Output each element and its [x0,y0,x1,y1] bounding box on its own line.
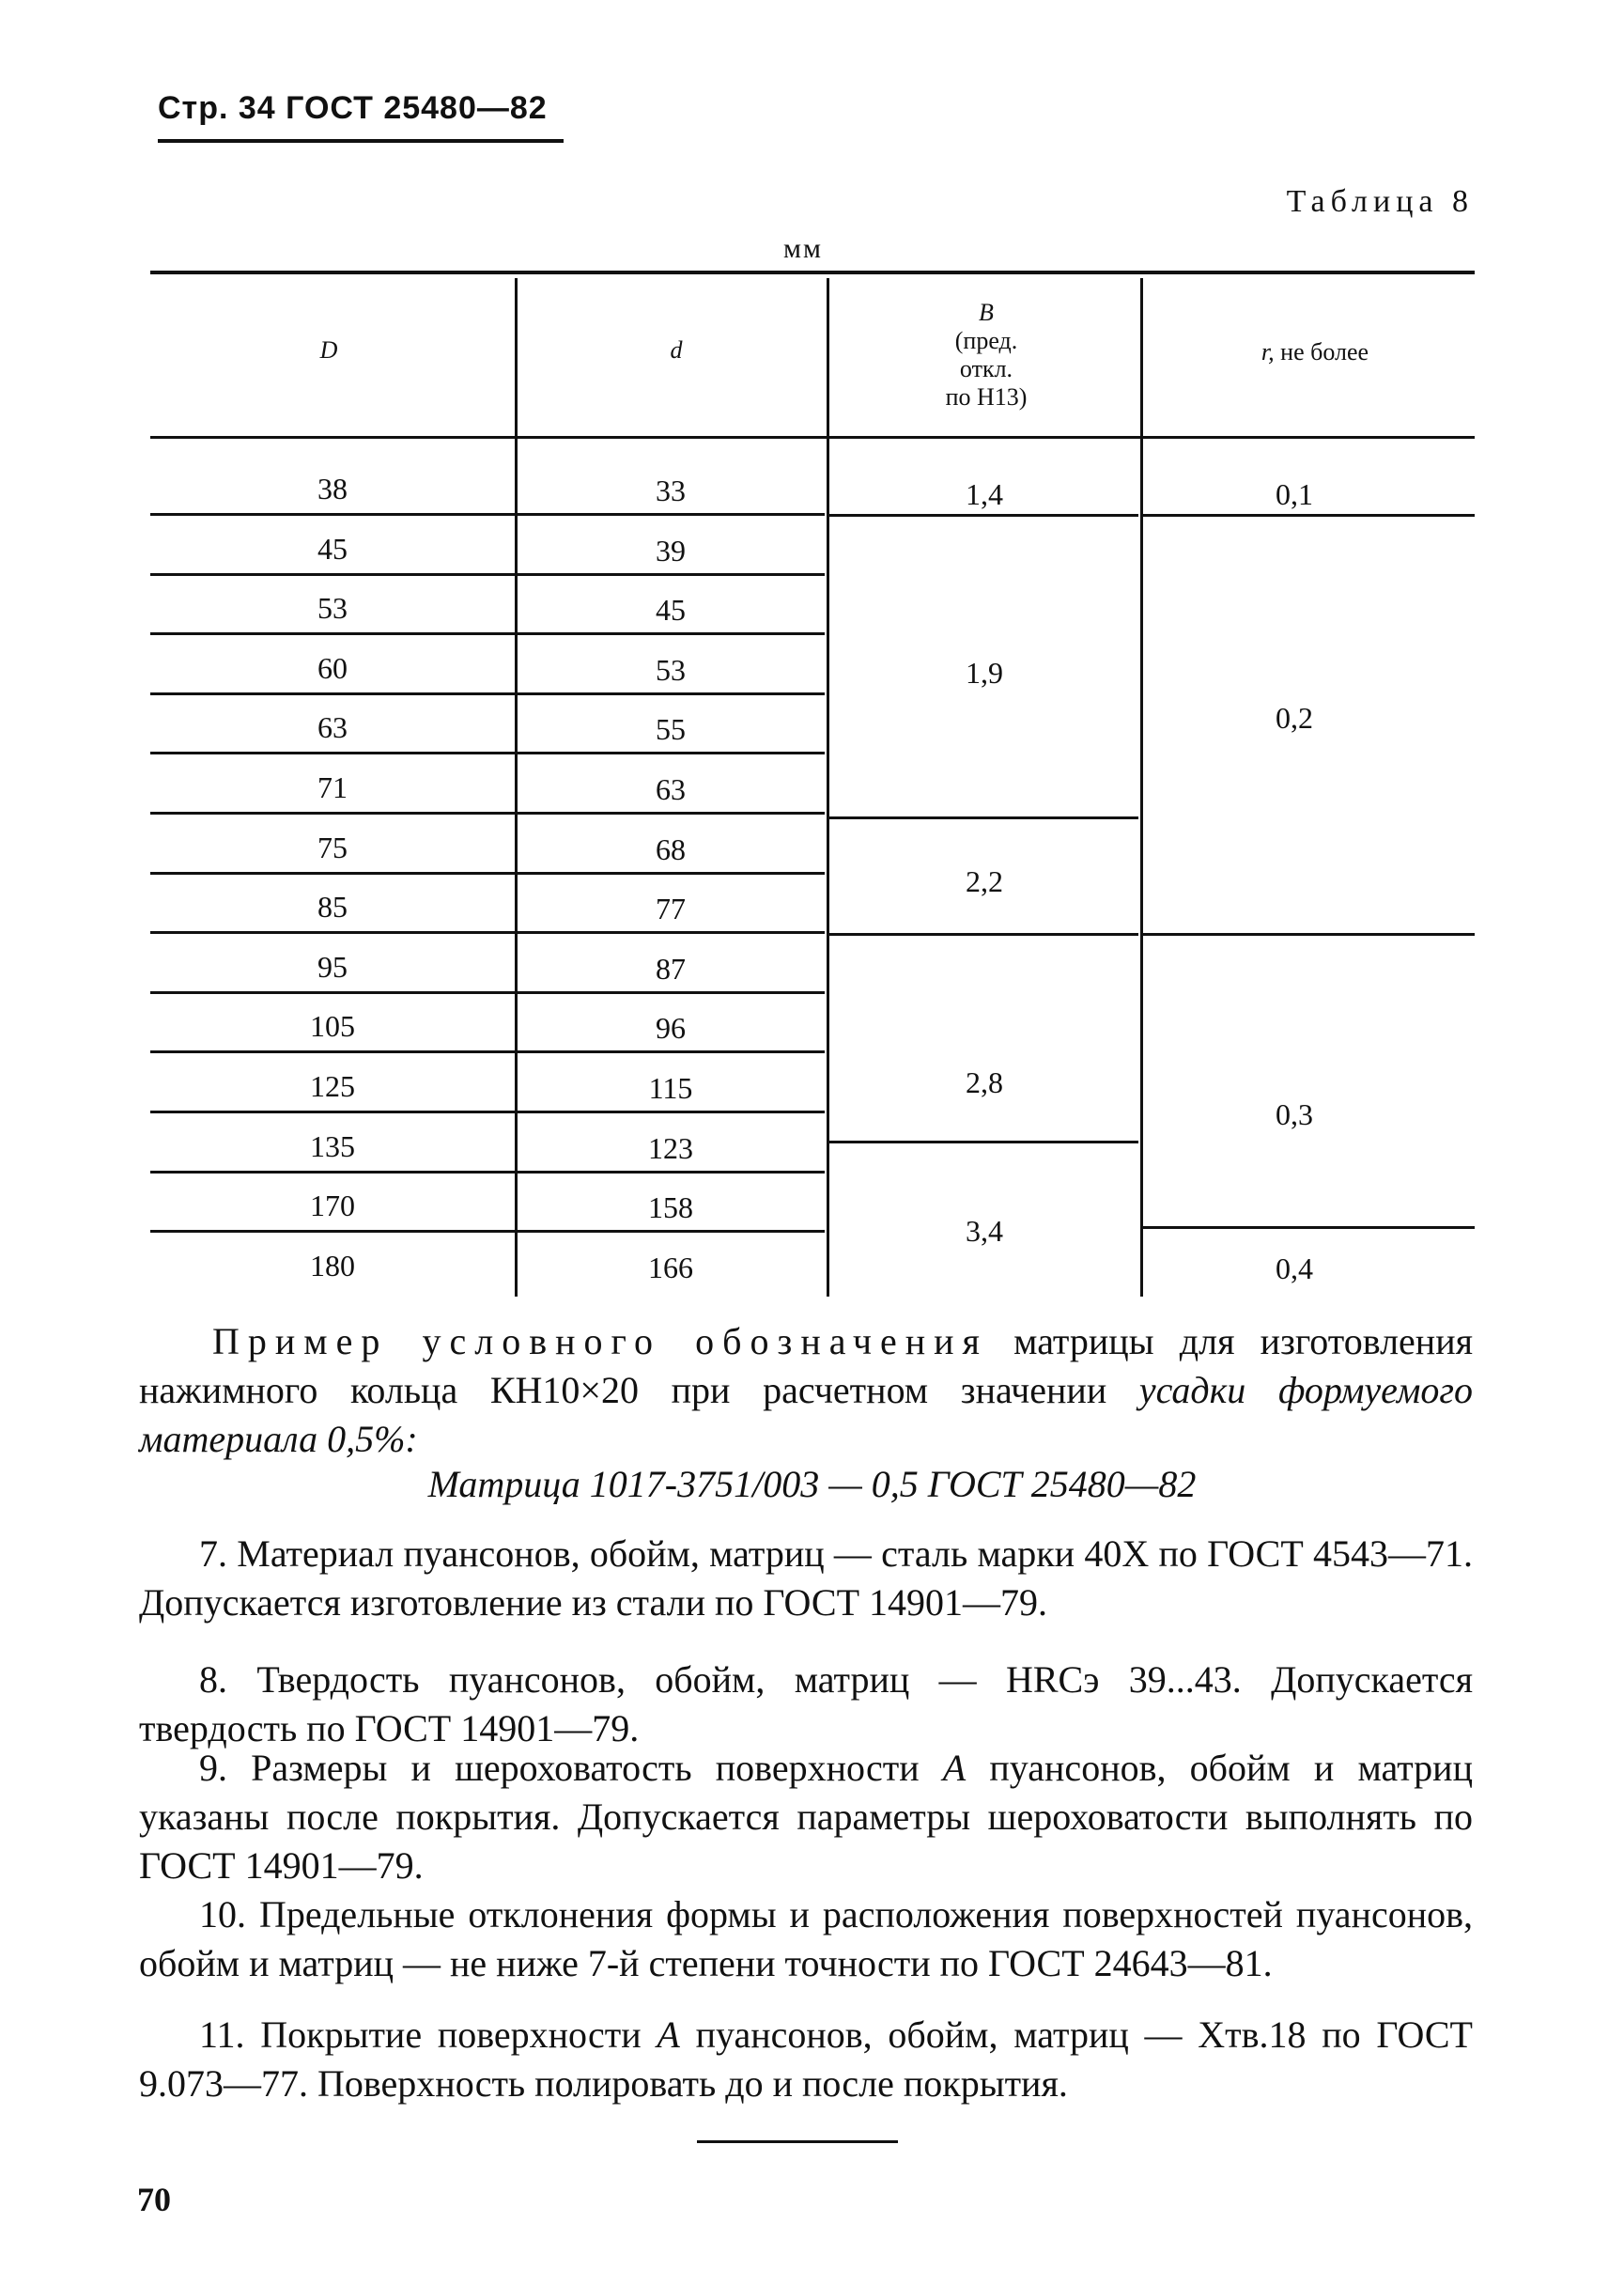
d-value: 96 [656,1011,686,1046]
D-value: 170 [310,1189,355,1223]
clause-11-end: пуансонов, обойм, матриц — Хтв.18 по ГОСТ 9.073—77. Поверхность полировать до и после покрытия. [139,2013,1473,2105]
d-value: 53 [656,652,686,687]
row-rule [150,931,825,934]
r-value: 0,1 [1276,477,1313,511]
example-lead: Пример условного обозначения [212,1320,988,1362]
r-value: 0,3 [1276,1097,1313,1131]
d-value: 77 [656,892,686,926]
r-value: 0,2 [1276,701,1313,735]
B-value: 1,9 [966,656,1003,690]
row-rule [150,752,825,754]
header-D: D [319,336,338,364]
footer-rule [697,2140,898,2143]
B-rule-1 [828,514,1138,517]
clause-9-start: 9. Размеры и шероховатость поверхности [199,1747,943,1789]
D-value: 75 [317,830,348,864]
D-value: 105 [310,1009,355,1044]
d-value: 55 [656,712,686,747]
row-rule [150,513,825,516]
col-sep-3 [1140,278,1143,1297]
D-value: 125 [310,1069,355,1103]
clause-10: 10. Предельные отклонения формы и расположения поверхностей пуансонов, обойм и матриц — не ниже 7-й степени точности по ГОСТ 24643—81. [139,1893,1473,1984]
D-value: 95 [317,949,348,984]
d-value: 115 [648,1071,693,1105]
B-value: 1,4 [966,477,1003,511]
D-value: 45 [317,531,348,566]
d-value: 158 [648,1190,693,1225]
B-value: 2,8 [966,1065,1003,1099]
d-value: 33 [656,474,686,507]
r-rule-2 [1142,933,1475,936]
r-rule-3 [1142,1226,1475,1229]
surface-A-label: A [942,1747,967,1789]
clause-11-start: 11. Покрытие поверхности [199,2013,657,2056]
B-rule-3 [828,933,1138,936]
row-rule [150,632,825,635]
table-label: Таблица 8 [1286,184,1474,219]
B-value: 2,2 [966,864,1003,898]
B-rule-4 [828,1141,1138,1143]
header-B: B (пред. откл. по H13) [945,299,1028,411]
surface-A-label: A [657,2013,680,2056]
clause-11 [139,2011,1473,2108]
clause-9-end: пуансонов, обойм и матриц указаны после покрытия. Допускается параметры шероховатости выполнять по ГОСТ 14901—79. [139,1747,1473,1887]
col-sep-2 [827,278,829,1297]
example-body: матрицы для изготовления нажимного кольца КН10×20 при расчетном значении [139,1320,1474,1411]
d-value: 39 [656,533,686,567]
clause-7: 7. Материал пуансонов, обойм, матриц — сталь марки 40Х по ГОСТ 4543—71. Допускается изготовление из стали по ГОСТ 14901—79. [139,1532,1473,1624]
row-rule [150,812,825,815]
col-sep-1 [515,278,518,1297]
designation-formula: Матрица 1017-3751/003 — 0,5 ГОСТ 25480—82 [427,1463,1197,1505]
d-value: 123 [648,1130,693,1165]
row-rule [150,573,825,576]
d-value: 87 [656,951,686,986]
D-value: 135 [310,1128,355,1163]
header-bottom-rule [150,436,1475,439]
D-value: 71 [317,770,348,804]
table-top-rule [150,271,1475,274]
D-value: 180 [310,1248,355,1282]
clause-9 [139,1744,1473,1890]
B-value: 3,4 [966,1214,1003,1248]
table-units: мм [783,233,823,264]
D-value: 53 [317,591,348,626]
row-rule [150,991,825,994]
row-rule [150,1230,825,1233]
r-value: 0,4 [1276,1251,1313,1285]
D-value: 63 [317,710,348,745]
header-rule [158,139,564,143]
d-value: 166 [648,1250,693,1284]
r-rule-1 [1142,514,1475,517]
example-paragraph [139,1317,1473,1464]
D-value: 60 [317,650,348,685]
example-italic: усадки формуемого материала 0,5%: [139,1369,1474,1460]
D-value: 85 [317,890,348,925]
d-value: 63 [656,772,686,806]
header-d: d [670,336,683,364]
page-number: 70 [137,2181,171,2218]
dimensions-table [150,271,1475,1300]
row-rule [150,1050,825,1053]
d-value: 68 [656,832,686,866]
d-value: 45 [656,593,686,628]
header-r: r, не более [1261,338,1369,365]
row-rule [150,872,825,875]
B-rule-2 [828,816,1138,819]
row-rule [150,1111,825,1113]
row-rule [150,692,825,695]
D-value: 38 [317,472,348,505]
row-rule [150,1171,825,1174]
page-header: Стр. 34 ГОСТ 25480—82 [158,90,548,126]
clause-8: 8. Твердость пуансонов, обойм, матриц — HRCэ 39...43. Допускается твердость по ГОСТ 14901—79. [139,1658,1473,1749]
